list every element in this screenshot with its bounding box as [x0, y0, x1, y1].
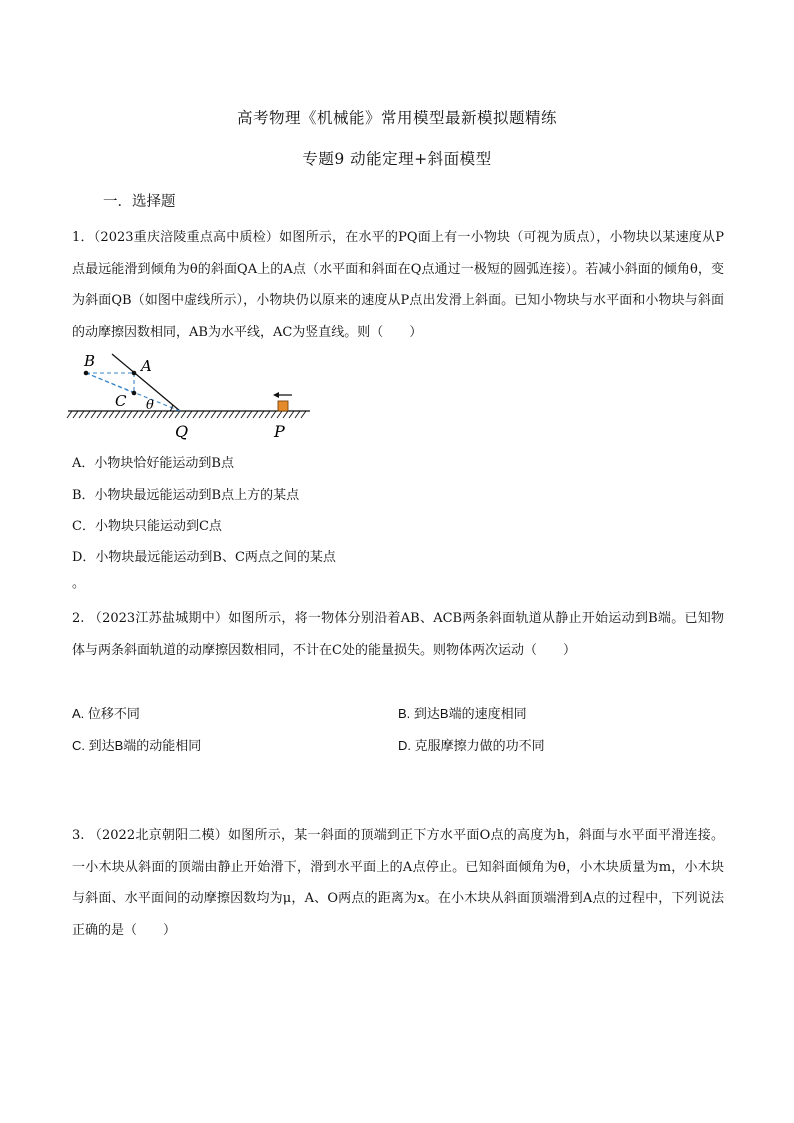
incline-figure — [64, 348, 324, 448]
page-title: 高考物理《机械能》常用模型最新模拟题精练 — [236, 109, 557, 127]
q1-option-b: B．小物块最远能运动到B点上方的某点 — [72, 488, 300, 503]
question-3-text: 3. （2022北京朝阳二模）如图所示，某一斜面的顶端到正下方水平面O点的高度为h，斜面与水平面平滑连接。一小木块从斜面的顶端由静止开始滑下，滑到水平面上的A点停止。已知斜面倾角为θ，小木块质量为m，小木块与斜面、水平面间的动摩擦因数均为μ，A、O两点的距离为x。在小木块从斜面顶端滑到A点的过程中，下列说法正确的是（ ） — [72, 828, 724, 938]
question-1-text: 1．（2023重庆涪陵重点高中质检）如图所示，在水平的PQ面上有一小物块（可视为质点），小物块以某速度从P点最远能滑到倾角为θ的斜面QA上的A点（水平面和斜面在Q点通过一极短的圆弧连接）。若减小斜面的倾角θ，变为斜面QB（如图中虚线所示），小物块仍以原来的速度从P点出发滑上斜面。已知小物块与水平面和小物块与斜面的动摩擦因数相同，AB为水平线，AC为竖直线。则（ ） — [72, 230, 724, 340]
q1-option-c: C．小物块只能运动到C点 — [72, 519, 222, 534]
label-B: B — [84, 352, 96, 370]
q1-option-a: A．小物块恰好能运动到B点 — [72, 456, 234, 471]
label-C: C — [115, 392, 127, 410]
q1-option-d: D．小物块最远能运动到B、C两点之间的某点 — [72, 550, 336, 565]
label-Q: Q — [175, 422, 189, 441]
question-2-text: 2. （2023江苏盐城期中）如图所示，将一物体分别沿着AB、ACB两条斜面轨道从静止开始运动到B端。已知物体与两条斜面轨道的动摩擦因数相同，不计在C处的能量损失。则物体两次运动（ ） — [72, 611, 724, 658]
page-subtitle: 专题9 动能定理+斜面模型 — [302, 150, 492, 168]
q1-trailing-mark: 。 — [72, 576, 86, 591]
q2-option-a: A. 位移不同 — [72, 706, 140, 721]
label-A: A — [141, 357, 152, 375]
q2-option-d: D. 克服摩擦力做的功不同 — [398, 738, 545, 753]
q2-option-b: B. 到达B端的速度相同 — [398, 706, 527, 721]
q2-option-c: C. 到达B端的动能相同 — [72, 738, 202, 753]
label-theta: θ — [146, 398, 154, 413]
label-P: P — [274, 422, 285, 441]
section-heading: 一．选择题 — [103, 194, 176, 210]
